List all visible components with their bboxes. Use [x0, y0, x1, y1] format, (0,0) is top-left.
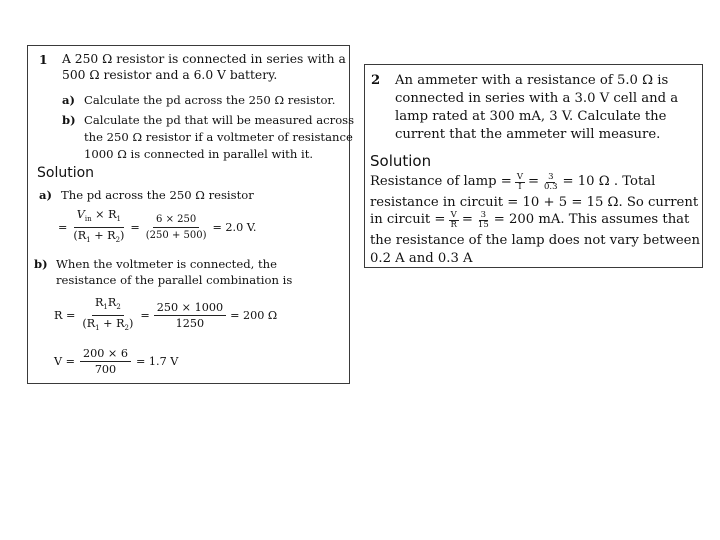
- question-number: 2: [371, 73, 381, 88]
- fraction: [143, 213, 210, 242]
- denominator: (250 + 500): [145, 230, 207, 242]
- solution-text: The pd across the 250 Ω resistor: [61, 188, 254, 202]
- solution-line: [370, 173, 655, 192]
- question-text: lamp rated at 300 mA, 3 V. Calculate the: [395, 109, 667, 124]
- numerator: 250 × 1000: [154, 301, 226, 316]
- fraction: $\frac{V}{I}$: [516, 172, 523, 192]
- lhs: R =: [54, 309, 76, 323]
- lhs: V =: [54, 355, 76, 368]
- question-text: 500 Ω resistor and a 6.0 V battery.: [62, 68, 278, 82]
- fraction: $\frac{3}{15}$: [477, 210, 489, 230]
- question-text: An ammeter with a resistance of 5.0 Ω is: [395, 73, 669, 88]
- solution-text: When the voltmeter is connected, the: [56, 257, 277, 271]
- question-text: connected in series with a 3.0 V cell and a: [395, 91, 679, 106]
- solution-heading: Solution: [370, 152, 432, 170]
- part-text: Calculate the pd across the 250 Ω resistor.: [84, 93, 336, 107]
- part-text: Calculate the pd that will be measured across: [84, 113, 355, 127]
- fraction: [70, 208, 127, 247]
- equation-a: [58, 208, 256, 247]
- fraction: $\frac{V}{R}$: [450, 210, 457, 230]
- question-number: 1: [39, 52, 48, 67]
- numerator: $R_1R_2$: [92, 296, 124, 316]
- question-text: A 250 Ω resistor is connected in series with a: [62, 52, 346, 66]
- solution-line: [370, 211, 689, 230]
- question-2-panel: [364, 64, 703, 268]
- result: = 1.7 V: [135, 355, 179, 368]
- part-label: a): [62, 93, 75, 107]
- solution-heading: Solution: [37, 165, 95, 181]
- numerator: $V_{in} \times R_1$: [74, 208, 124, 228]
- equals-sign: =: [527, 174, 540, 190]
- part-text: 1000 Ω is connected in parallel with it.: [84, 147, 314, 161]
- solution-text: 0.2 A and 0.3 A: [370, 251, 473, 266]
- solution-text: resistance in circuit = 10 + 5 = 15 Ω. So current: [370, 195, 699, 210]
- solution-text: Resistance of lamp =: [370, 174, 512, 190]
- solution-text: = 10 Ω . Total: [562, 174, 656, 190]
- result: = 200 Ω: [230, 309, 278, 323]
- denominator: $(R_1 + R_2)$: [73, 229, 125, 245]
- result: = 2.0 V.: [212, 221, 257, 235]
- question-text: current that the ammeter will measure.: [395, 127, 661, 142]
- part-text: the 250 Ω resistor if a voltmeter of resistance: [84, 130, 353, 144]
- equals-sign: =: [130, 221, 140, 235]
- part-label: b): [62, 113, 76, 127]
- solution-part-label: b): [34, 257, 48, 271]
- equals-sign: =: [58, 221, 68, 235]
- fraction: [80, 347, 131, 376]
- solution-text: in circuit =: [370, 212, 446, 228]
- numerator: 6 × 250: [153, 213, 199, 228]
- fraction: [79, 296, 136, 335]
- solution-text: the resistance of the lamp does not vary between: [370, 233, 700, 248]
- equals-sign: =: [461, 212, 473, 228]
- numerator: 200 × 6: [80, 347, 131, 362]
- fraction: $\frac{3}{0.3}$: [544, 172, 558, 192]
- solution-text: resistance of the parallel combination is: [56, 273, 293, 287]
- solution-text: = 200 mA. This assumes that: [493, 212, 690, 228]
- question-1-panel: [27, 45, 355, 384]
- denominator: $(R_1 + R_2)$: [82, 317, 134, 333]
- fraction: [154, 301, 226, 330]
- denominator: 700: [94, 363, 117, 376]
- equation-v: [54, 347, 178, 376]
- denominator: 1250: [175, 317, 205, 331]
- equals-sign: =: [140, 309, 150, 323]
- solution-part-label: a): [39, 188, 52, 202]
- equation-r: [54, 296, 277, 335]
